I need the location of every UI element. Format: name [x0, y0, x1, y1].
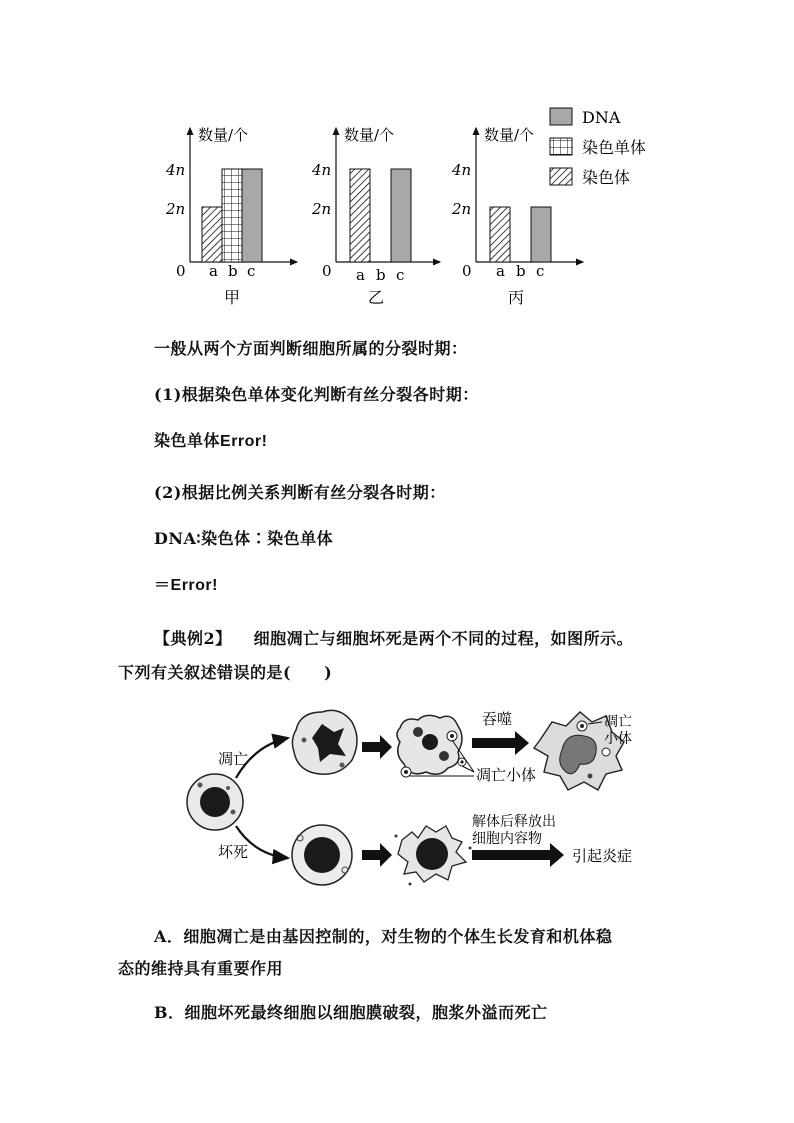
equals-line [154, 572, 218, 595]
chart-legend [550, 108, 646, 187]
chart-title-yi: 乙 [368, 288, 385, 307]
bar-chromosome [490, 207, 510, 262]
option-a-line-1: A．细胞凋亡是由基因控制的，对生物的个体生长发育和机体稳 [154, 927, 613, 946]
release-label-2: 细胞内容物 [472, 831, 542, 847]
block-arrow [362, 735, 392, 759]
block-arrow [362, 843, 392, 867]
y-axis-label: 数量/个 [198, 126, 249, 144]
engulf-arrow [472, 731, 529, 755]
necrotic-cell-swelling [292, 825, 352, 885]
tick-label-2n: 2n [166, 200, 186, 218]
y-axis-label: 数量/个 [484, 126, 535, 144]
option-a-line-2: 态的维持具有重要作用 [118, 959, 284, 978]
chart-title-bing: 丙 [508, 288, 525, 307]
example-question-cont: 下列有关叙述错误的是( ) [118, 663, 333, 682]
chart-title-jia: 甲 [224, 288, 241, 307]
fragmented-apoptotic-cell [397, 715, 466, 777]
x-label-c: c [396, 266, 405, 284]
x-label-b: b [228, 262, 238, 280]
x-label-a: a [356, 266, 365, 284]
example-label: 【典例2】 [154, 629, 232, 648]
bar-chromatid [222, 169, 242, 262]
legend-label-chromatid: 染色单体 [582, 138, 647, 157]
x-label-b: b [376, 266, 386, 284]
chromatid-line [154, 428, 267, 451]
error-text: Error! [170, 577, 218, 594]
apoptotic-body-label-top-2: 小体 [604, 731, 632, 747]
legend-label-dna: DNA [582, 108, 621, 127]
chart-panel-jia [165, 126, 297, 307]
bar-dna [391, 169, 411, 262]
example-question: 细胞凋亡与细胞坏死是两个不同的过程，如图所示。 [253, 629, 634, 648]
bar-chart-figure [0, 0, 794, 320]
origin-label: 0 [176, 262, 186, 280]
cell-death-diagram [0, 695, 794, 905]
inflammation-label: 引起炎症 [572, 847, 633, 865]
engulf-label: 吞噬 [482, 710, 513, 728]
bar-chromosome [202, 207, 222, 262]
legend-swatch-chromatid [550, 138, 572, 155]
point-2: (2)根据比例关系判断有丝分裂各时期： [154, 483, 446, 502]
tick-label-2n: 2n [312, 200, 332, 218]
x-label-a: a [209, 262, 218, 280]
bar-dna [242, 169, 262, 262]
origin-label: 0 [322, 262, 332, 280]
tick-label-4n: 4n [312, 161, 332, 179]
x-label-b: b [516, 262, 526, 280]
release-label-1: 解体后释放出 [472, 814, 556, 830]
apoptosis-label: 凋亡 [218, 750, 249, 768]
tick-label-4n: 4n [166, 161, 186, 179]
legend-swatch-dna [550, 108, 572, 125]
origin-label: 0 [462, 262, 472, 280]
chromatid-prefix: 染色单体 [154, 431, 221, 450]
apoptotic-cell-shrinking [292, 710, 357, 774]
legend-label-chromosome: 染色体 [582, 168, 631, 187]
intro-paragraph: 一般从两个方面判断细胞所属的分裂时期： [154, 339, 468, 358]
ratio-line: DNA∶染色体∶染色单体 [154, 529, 334, 548]
y-axis-label: 数量/个 [344, 126, 395, 144]
legend-swatch-chromosome [550, 168, 572, 185]
point-1: (1)根据染色单体变化判断有丝分裂各时期： [154, 385, 479, 404]
equals-sign: ＝ [154, 575, 171, 594]
apoptotic-body-label-top-1: 凋亡 [604, 714, 632, 730]
option-b: B．细胞坏死最终细胞以细胞膜破裂，胞浆外溢而死亡 [154, 1003, 548, 1022]
original-cell [187, 774, 243, 830]
x-label-c: c [536, 262, 545, 280]
tick-label-4n: 4n [452, 161, 472, 179]
bar-dna [531, 207, 551, 262]
example-heading [154, 626, 633, 649]
tick-label-2n: 2n [452, 200, 472, 218]
burst-necrotic-cell [395, 826, 472, 886]
apoptotic-body-label: 凋亡小体 [476, 766, 537, 784]
necrosis-label: 坏死 [218, 843, 249, 861]
bar-chromosome [350, 169, 370, 262]
chart-panel-yi [311, 126, 440, 307]
error-text: Error! [220, 433, 268, 450]
x-label-a: a [496, 262, 505, 280]
x-label-c: c [247, 262, 256, 280]
